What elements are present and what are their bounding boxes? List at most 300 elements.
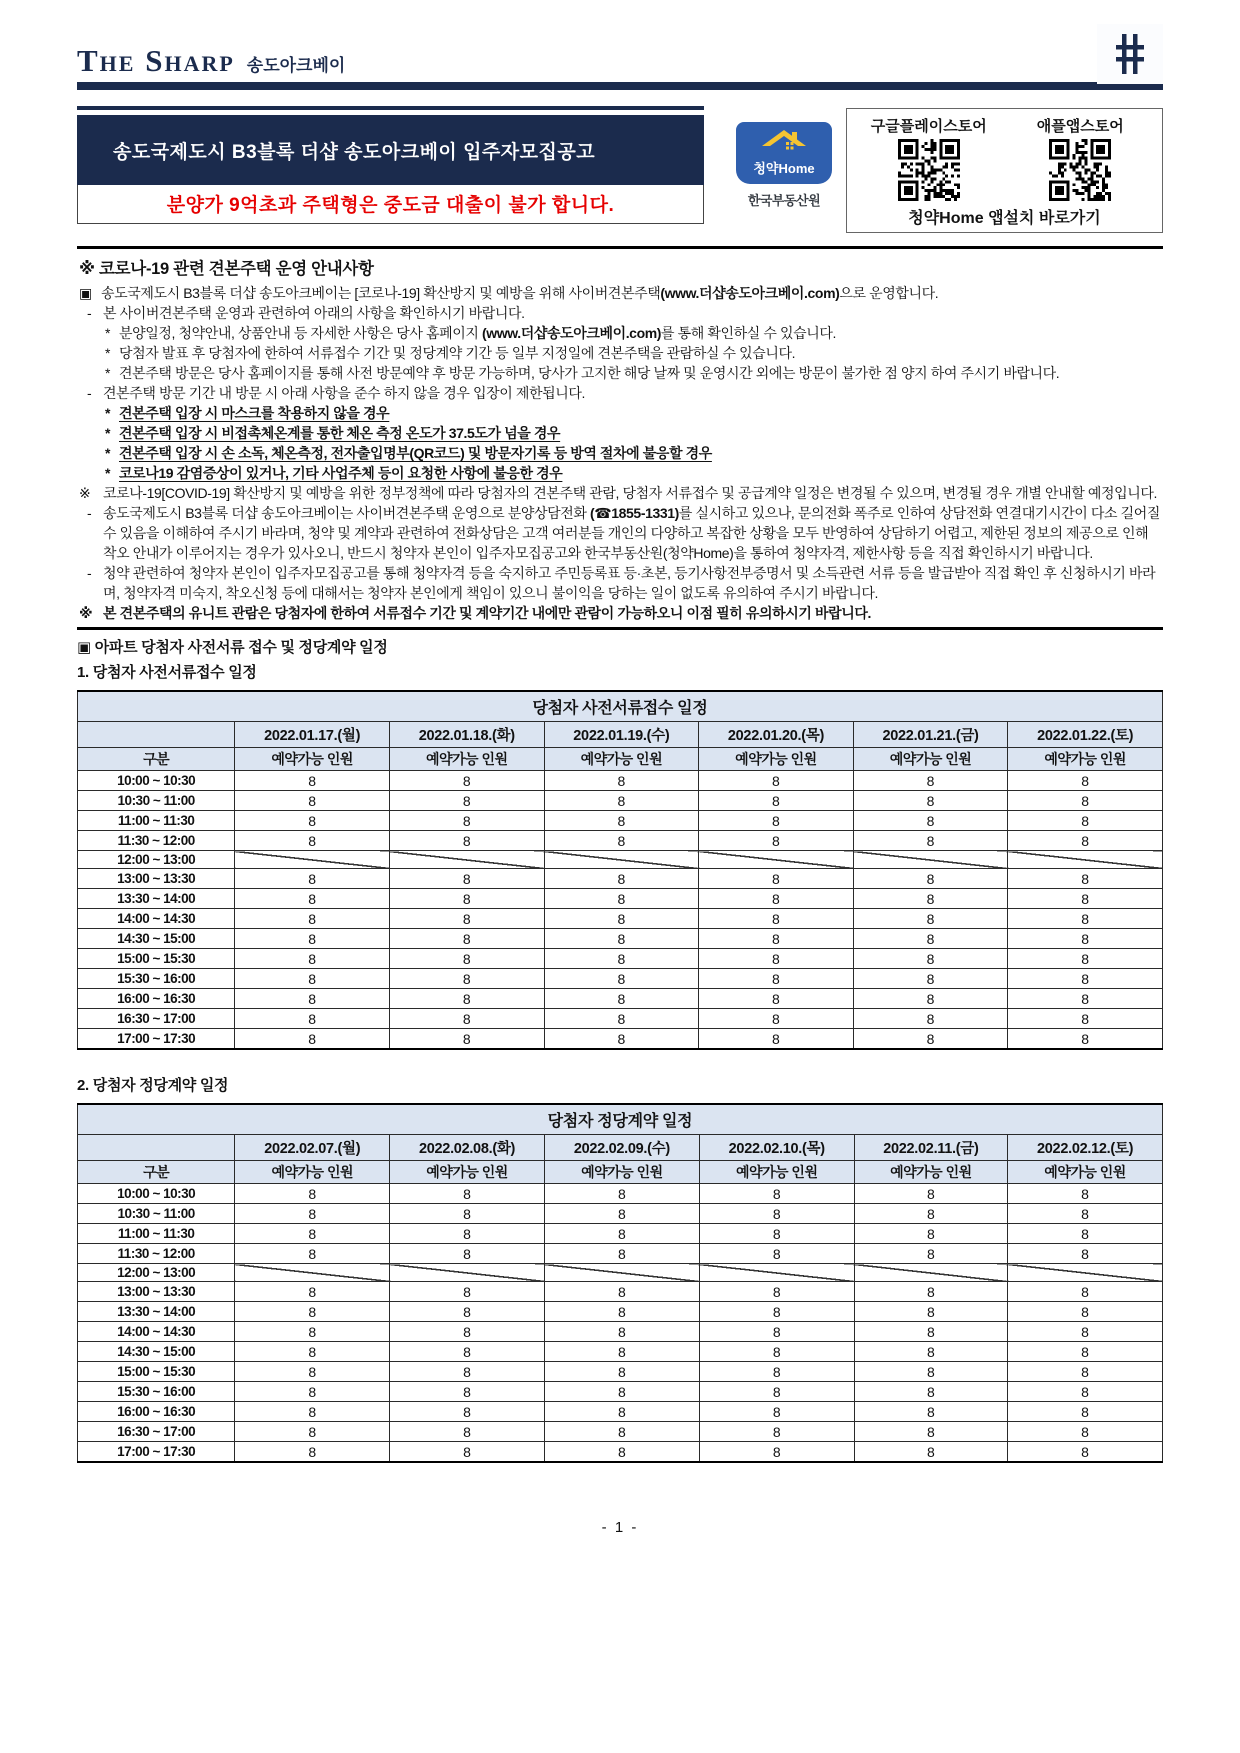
time-slot-label: 16:00 ~ 16:30 [78, 989, 235, 1009]
time-slot-row [78, 1442, 1163, 1463]
capacity-value: 8 [854, 1402, 1008, 1422]
time-slot-label: 12:00 ~ 13:00 [78, 851, 235, 869]
capacity-value: 8 [1008, 869, 1163, 889]
notice-line: ※ 본 견본주택의 유니트 관람은 당첨자에 한하여 서류접수 기간 및 계약기간 내에만 관람이 가능하오니 이점 필히 유의하시기 바랍니다. [79, 605, 872, 621]
capacity-value: 8 [544, 811, 699, 831]
capacity-value: 8 [1008, 1184, 1163, 1204]
time-slot-row [78, 1362, 1163, 1382]
time-slot-label: 11:00 ~ 11:30 [78, 1224, 235, 1244]
blocked-cell [699, 851, 854, 869]
date-header: 2022.02.07.(월) [235, 1135, 390, 1161]
app-qr-section [846, 108, 1163, 233]
time-slot-row [78, 1322, 1163, 1342]
capacity-value: 8 [235, 1322, 390, 1342]
capacity-value: 8 [699, 791, 854, 811]
time-slot-label: 10:00 ~ 10:30 [78, 1184, 235, 1204]
notice-line: * 견본주택 입장 시 비접촉체온계를 통한 체온 측정 온도가 37.5도가 넘을 경우 [105, 425, 561, 441]
line-marker: * [105, 325, 111, 341]
capacity-value: 8 [699, 1362, 854, 1382]
banner-left [77, 106, 704, 233]
time-slot-label: 10:30 ~ 11:00 [78, 1204, 235, 1224]
capacity-value: 8 [853, 989, 1008, 1009]
page-number: - 1 - [601, 1519, 639, 1536]
capacity-value: 8 [235, 909, 390, 929]
table-title: 당첨자 사전서류접수 일정 [78, 691, 1163, 722]
capacity-value: 8 [854, 1382, 1008, 1402]
notice-line: * 분양일정, 청약안내, 상품안내 등 자세한 사항은 당사 홈페이지 (www.더샵송도아크베이.com)를 통해 확인하실 수 있습니다. [105, 325, 836, 341]
time-slot-row [78, 1342, 1163, 1362]
line-marker: - [87, 505, 92, 521]
capacity-value: 8 [235, 1184, 390, 1204]
capacity-value: 8 [853, 949, 1008, 969]
capacity-value: 8 [235, 1382, 390, 1402]
capacity-value: 8 [544, 791, 699, 811]
date-header: 2022.02.09.(수) [544, 1135, 699, 1161]
google-play-qr-code [853, 139, 1005, 201]
time-slot-label: 11:00 ~ 11:30 [78, 811, 235, 831]
subheader-cell: 예약가능 인원 [544, 1161, 699, 1184]
korea-real-estate-board-label: 한국부동산원 [747, 193, 821, 208]
date-header: 2022.01.17.(월) [235, 722, 390, 748]
covid-notice-heading: ※ 코로나-19 관련 견본주택 운영 안내사항 [79, 260, 374, 278]
capacity-value: 8 [1008, 909, 1163, 929]
capacity-value: 8 [699, 989, 854, 1009]
capacity-value: 8 [699, 1184, 854, 1204]
capacity-value: 8 [699, 1224, 854, 1244]
qr-caption: 청약Home 앱설치 바로가기 [908, 210, 1101, 227]
capacity-value: 8 [854, 1204, 1008, 1224]
capacity-value: 8 [699, 1204, 854, 1224]
line-marker: ※ [79, 485, 91, 501]
notice-line: * 견본주택 입장 시 마스크를 착용하지 않을 경우 [105, 405, 390, 421]
notice-line: ▣ 송도국제도시 B3블록 더샵 송도아크베이는 [코로나-19] 확산방지 및 예방을 위해 사이버견본주택(www.더샵송도아크베이.com)으로 운영합니다. [79, 285, 939, 301]
blocked-cell [1008, 851, 1163, 869]
capacity-value: 8 [1008, 949, 1163, 969]
date-header: 2022.02.08.(화) [390, 1135, 545, 1161]
line-marker: * [105, 425, 111, 441]
capacity-value: 8 [235, 889, 390, 909]
capacity-value: 8 [544, 1224, 699, 1244]
capacity-value: 8 [235, 1302, 390, 1322]
capacity-value: 8 [389, 811, 544, 831]
capacity-value: 8 [390, 1282, 545, 1302]
date-header: 2022.01.20.(목) [699, 722, 854, 748]
section-divider [77, 627, 1163, 630]
line-marker: * [105, 465, 111, 481]
time-slot-label: 15:00 ~ 15:30 [78, 949, 235, 969]
capacity-value: 8 [389, 1009, 544, 1029]
capacity-value: 8 [390, 1224, 545, 1244]
subheader-cell: 예약가능 인원 [235, 748, 390, 771]
time-slot-row [78, 1382, 1163, 1402]
capacity-value: 8 [390, 1362, 545, 1382]
capacity-value: 8 [389, 929, 544, 949]
capacity-value: 8 [699, 831, 854, 851]
capacity-value: 8 [699, 811, 854, 831]
subheader-cell: 예약가능 인원 [1008, 1161, 1163, 1184]
capacity-value: 8 [1008, 1244, 1163, 1264]
apple-store-label: 애플앱스토어 [1036, 118, 1124, 135]
time-slot-row [78, 1184, 1163, 1204]
capacity-value: 8 [1008, 1282, 1163, 1302]
capacity-value: 8 [389, 771, 544, 791]
capacity-value: 8 [699, 1342, 854, 1362]
time-slot-label: 14:30 ~ 15:00 [78, 1342, 235, 1362]
capacity-value: 8 [390, 1302, 545, 1322]
capacity-value: 8 [1008, 989, 1163, 1009]
subheader-cell: 예약가능 인원 [1008, 748, 1163, 771]
capacity-value: 8 [235, 1029, 390, 1050]
capacity-value: 8 [235, 1342, 390, 1362]
capacity-value: 8 [699, 1302, 854, 1322]
notice-line: * 견본주택 입장 시 손 소독, 체온측정, 전자출입명부(QR코드) 및 방문자기록 등 방역 절차에 불응할 경우 [105, 445, 712, 461]
capacity-value: 8 [235, 771, 390, 791]
capacity-value: 8 [390, 1342, 545, 1362]
time-slot-row [78, 1224, 1163, 1244]
capacity-value: 8 [699, 1322, 854, 1342]
capacity-value: 8 [390, 1422, 545, 1442]
capacity-value: 8 [544, 969, 699, 989]
subheader-cell: 예약가능 인원 [389, 748, 544, 771]
capacity-value: 8 [854, 1224, 1008, 1244]
time-slot-row [78, 909, 1163, 929]
capacity-value: 8 [699, 1282, 854, 1302]
blocked-cell [544, 851, 699, 869]
cheongyak-home-logo [736, 122, 832, 233]
capacity-value: 8 [544, 1184, 699, 1204]
capacity-value: 8 [853, 811, 1008, 831]
date-header: 2022.01.19.(수) [544, 722, 699, 748]
capacity-value: 8 [235, 1009, 390, 1029]
line-marker: - [87, 565, 92, 581]
capacity-value: 8 [544, 869, 699, 889]
capacity-value: 8 [235, 791, 390, 811]
brand-logo [77, 45, 345, 76]
capacity-value: 8 [544, 1009, 699, 1029]
capacity-value: 8 [544, 1402, 699, 1422]
capacity-value: 8 [1008, 1009, 1163, 1029]
time-slot-row [78, 851, 1163, 869]
capacity-value: 8 [544, 1204, 699, 1224]
capacity-value: 8 [1008, 969, 1163, 989]
announcement-title: 송도국제도시 B3블록 더샵 송도아크베이 입주자모집공고 [77, 115, 704, 185]
capacity-value: 8 [854, 1322, 1008, 1342]
capacity-value: 8 [699, 1244, 854, 1264]
capacity-value: 8 [1008, 1382, 1163, 1402]
capacity-value: 8 [235, 1224, 390, 1244]
brand-header [77, 24, 1163, 76]
time-slot-row [78, 1402, 1163, 1422]
capacity-value: 8 [390, 1204, 545, 1224]
line-marker: ▣ [79, 285, 92, 301]
apple-store-qr-code [1005, 139, 1157, 201]
capacity-value: 8 [544, 1302, 699, 1322]
time-slot-label: 15:00 ~ 15:30 [78, 1362, 235, 1382]
capacity-value: 8 [1008, 1302, 1163, 1322]
capacity-value: 8 [699, 889, 854, 909]
capacity-value: 8 [699, 1009, 854, 1029]
capacity-value: 8 [235, 949, 390, 969]
banner-accent-line [77, 106, 704, 110]
capacity-value: 8 [544, 1322, 699, 1342]
time-slot-label: 11:30 ~ 12:00 [78, 831, 235, 851]
capacity-value: 8 [235, 1362, 390, 1382]
time-slot-label: 12:00 ~ 13:00 [78, 1264, 235, 1282]
time-slot-label: 11:30 ~ 12:00 [78, 1244, 235, 1264]
capacity-value: 8 [853, 929, 1008, 949]
col-header: 구분 [78, 1161, 235, 1184]
capacity-value: 8 [544, 1342, 699, 1362]
time-slot-label: 17:00 ~ 17:30 [78, 1442, 235, 1463]
capacity-value: 8 [699, 1422, 854, 1442]
line-marker: * [105, 345, 111, 361]
capacity-value: 8 [235, 989, 390, 1009]
time-slot-label: 15:30 ~ 16:00 [78, 1382, 235, 1402]
line-marker: ※ [79, 605, 93, 621]
capacity-value: 8 [853, 1009, 1008, 1029]
date-header: 2022.01.22.(토) [1008, 722, 1163, 748]
capacity-value: 8 [699, 929, 854, 949]
capacity-value: 8 [389, 909, 544, 929]
time-slot-row [78, 1302, 1163, 1322]
capacity-value: 8 [390, 1402, 545, 1422]
time-slot-row [78, 989, 1163, 1009]
date-header: 2022.01.21.(금) [853, 722, 1008, 748]
capacity-value: 8 [544, 1029, 699, 1050]
covid-notice-section [77, 246, 1163, 630]
schedule-section-heading: ▣ 아파트 당첨자 사전서류 접수 및 정당계약 일정 [77, 639, 388, 656]
notice-line: - 송도국제도시 B3블록 더샵 송도아크베이는 사이버견본주택 운영으로 분양상담전화 (☎1855-1331)를 실시하고 있으나, 문의전화 폭주로 인하여 상담전화 연결대기시간이 다소 길어질 수 있음을 이해하여 주시기 바라며, 청약 및 계약과 관련하여 전화상담은 고객 여러분들 개인의 다양하고 복잡한 상황을 모두 반영하여 상담하기 어렵고, 제한된 정보의 제공으로 인해 착오 안내가 이루어지는 경우가 있사오니, 반드시 청약자 본인이 입주자모집공고와 한국부동산원(청약Home)을 통하여 청약자격, 제한사항 등을 직접 확인하시기 바랍니다. [87, 505, 1161, 561]
capacity-value: 8 [853, 869, 1008, 889]
capacity-value: 8 [389, 989, 544, 1009]
table2-label: 2. 당첨자 정당계약 일정 [77, 1077, 229, 1094]
capacity-value: 8 [544, 929, 699, 949]
announcement-banner [77, 106, 1163, 233]
capacity-value: 8 [390, 1442, 545, 1463]
capacity-value: 8 [389, 869, 544, 889]
capacity-value: 8 [699, 1382, 854, 1402]
capacity-value: 8 [235, 1244, 390, 1264]
capacity-value: 8 [853, 1029, 1008, 1050]
notice-line: * 견본주택 방문은 당사 홈페이지를 통해 사전 방문예약 후 방문 가능하며, 당사가 고지한 해당 날짜 및 운영시간 외에는 방문이 불가한 점 양지 하여 주시기 바랍니다. [105, 365, 1060, 381]
subheader-cell: 예약가능 인원 [853, 748, 1008, 771]
blocked-cell [854, 1264, 1008, 1282]
capacity-value: 8 [389, 949, 544, 969]
time-slot-row [78, 831, 1163, 851]
blocked-cell [1008, 1264, 1163, 1282]
subheader-cell: 예약가능 인원 [699, 748, 854, 771]
time-slot-row [78, 889, 1163, 909]
col-header: 구분 [78, 748, 235, 771]
subheader-cell: 예약가능 인원 [390, 1161, 545, 1184]
capacity-value: 8 [853, 771, 1008, 791]
blocked-cell [389, 851, 544, 869]
contract-schedule-table [77, 1103, 1163, 1463]
capacity-value: 8 [235, 811, 390, 831]
time-slot-row [78, 1244, 1163, 1264]
notice-line: - 청약 관련하여 청약자 본인이 입주자모집공고를 통해 청약자격 등을 숙지하고 주민등록표 등·초본, 등기사항전부증명서 및 소득관련 서류 등을 발급받아 직접 확인 후 신청하시기 바라며, 청약자격 미숙지, 착오신청 등에 대해서는 청약자 본인에게 책임이 있으니 불이익을 당하는 일이 없도록 유의하여 주시기 바랍니다. [87, 565, 1156, 601]
subheader-cell: 예약가능 인원 [235, 1161, 390, 1184]
blocked-cell [853, 851, 1008, 869]
subheader-cell: 예약가능 인원 [544, 748, 699, 771]
capacity-value: 8 [1008, 811, 1163, 831]
corner-cell [78, 722, 235, 748]
capacity-value: 8 [390, 1382, 545, 1402]
time-slot-label: 14:30 ~ 15:00 [78, 929, 235, 949]
time-slot-row [78, 1204, 1163, 1224]
capacity-value: 8 [389, 1029, 544, 1050]
time-slot-label: 16:00 ~ 16:30 [78, 1402, 235, 1422]
time-slot-label: 13:30 ~ 14:00 [78, 889, 235, 909]
capacity-value: 8 [544, 1382, 699, 1402]
time-slot-label: 13:30 ~ 14:00 [78, 1302, 235, 1322]
capacity-value: 8 [544, 1362, 699, 1382]
subheader-cell: 예약가능 인원 [854, 1161, 1008, 1184]
capacity-value: 8 [699, 949, 854, 969]
notice-line: - 본 사이버견본주택 운영과 관련하여 아래의 사항을 확인하시기 바랍니다. [87, 305, 525, 321]
capacity-value: 8 [854, 1184, 1008, 1204]
notice-line: - 견본주택 방문 기간 내 방문 시 아래 사항을 준수 하지 않을 경우 입장이 제한됩니다. [87, 385, 585, 401]
notice-line: * 당첨자 발표 후 당첨자에 한하여 서류접수 기간 및 정당계약 기간 등 일부 지정일에 견본주택을 관람하실 수 있습니다. [105, 345, 796, 361]
capacity-value: 8 [699, 1029, 854, 1050]
header-divider [77, 82, 1163, 90]
capacity-value: 8 [1008, 1224, 1163, 1244]
date-header: 2022.02.11.(금) [854, 1135, 1008, 1161]
capacity-value: 8 [853, 831, 1008, 851]
capacity-value: 8 [235, 1204, 390, 1224]
capacity-value: 8 [854, 1302, 1008, 1322]
capacity-value: 8 [544, 771, 699, 791]
capacity-value: 8 [1008, 1442, 1163, 1463]
capacity-value: 8 [1008, 1342, 1163, 1362]
capacity-value: 8 [699, 909, 854, 929]
capacity-value: 8 [854, 1244, 1008, 1264]
capacity-value: 8 [699, 869, 854, 889]
capacity-value: 8 [235, 1422, 390, 1442]
date-header: 2022.02.12.(토) [1008, 1135, 1163, 1161]
capacity-value: 8 [854, 1342, 1008, 1362]
time-slot-label: 10:00 ~ 10:30 [78, 771, 235, 791]
time-slot-row [78, 1422, 1163, 1442]
time-slot-row [78, 969, 1163, 989]
capacity-value: 8 [854, 1442, 1008, 1463]
capacity-value: 8 [235, 929, 390, 949]
capacity-value: 8 [389, 791, 544, 811]
capacity-value: 8 [853, 889, 1008, 909]
date-header: 2022.01.18.(화) [389, 722, 544, 748]
time-slot-row [78, 811, 1163, 831]
house-roof-icon [762, 130, 806, 156]
capacity-value: 8 [699, 1402, 854, 1422]
capacity-value: 8 [544, 831, 699, 851]
time-slot-row [78, 791, 1163, 811]
capacity-value: 8 [544, 1282, 699, 1302]
cheongyak-home-label: 청약Home [753, 160, 815, 176]
time-slot-label: 17:00 ~ 17:30 [78, 1029, 235, 1050]
capacity-value: 8 [853, 791, 1008, 811]
capacity-value: 8 [390, 1184, 545, 1204]
corner-cell [78, 1135, 235, 1161]
capacity-value: 8 [1008, 1422, 1163, 1442]
capacity-value: 8 [544, 1422, 699, 1442]
capacity-value: 8 [853, 969, 1008, 989]
capacity-value: 8 [390, 1322, 545, 1342]
capacity-value: 8 [854, 1362, 1008, 1382]
capacity-value: 8 [1008, 1362, 1163, 1382]
capacity-value: 8 [853, 909, 1008, 929]
sharp-hash-logo-icon [1097, 24, 1163, 84]
capacity-value: 8 [1008, 771, 1163, 791]
notice-line: * 코로나19 감염증상이 있거나, 기타 사업주체 등이 요청한 사항에 불응한 경우 [105, 465, 563, 481]
time-slot-row [78, 771, 1163, 791]
blocked-cell [544, 1264, 699, 1282]
capacity-value: 8 [1008, 889, 1163, 909]
time-slot-label: 16:30 ~ 17:00 [78, 1009, 235, 1029]
capacity-value: 8 [544, 989, 699, 1009]
time-slot-row [78, 869, 1163, 889]
time-slot-row [78, 929, 1163, 949]
google-play-label: 구글플레이스토어 [870, 118, 987, 135]
time-slot-label: 16:30 ~ 17:00 [78, 1422, 235, 1442]
capacity-value: 8 [235, 1282, 390, 1302]
time-slot-label: 14:00 ~ 14:30 [78, 1322, 235, 1342]
capacity-value: 8 [389, 969, 544, 989]
time-slot-label: 13:00 ~ 13:30 [78, 1282, 235, 1302]
capacity-value: 8 [389, 831, 544, 851]
capacity-value: 8 [1008, 929, 1163, 949]
capacity-value: 8 [235, 1442, 390, 1463]
blocked-cell [235, 851, 390, 869]
capacity-value: 8 [1008, 1204, 1163, 1224]
cheongyak-home-icon [736, 122, 832, 184]
line-marker: - [87, 385, 92, 401]
pre-document-schedule-table [77, 690, 1163, 1050]
blocked-cell [235, 1264, 390, 1282]
table1-label: 1. 당첨자 사전서류접수 일정 [77, 664, 257, 681]
capacity-value: 8 [544, 1442, 699, 1463]
blocked-cell [699, 1264, 854, 1282]
capacity-value: 8 [854, 1282, 1008, 1302]
capacity-value: 8 [1008, 831, 1163, 851]
capacity-value: 8 [854, 1422, 1008, 1442]
capacity-value: 8 [544, 889, 699, 909]
capacity-value: 8 [235, 1402, 390, 1422]
capacity-value: 8 [1008, 1029, 1163, 1050]
capacity-value: 8 [544, 1244, 699, 1264]
date-header: 2022.02.10.(목) [699, 1135, 854, 1161]
time-slot-row [78, 1264, 1163, 1282]
capacity-value: 8 [1008, 1322, 1163, 1342]
table-title: 당첨자 정당계약 일정 [78, 1104, 1163, 1135]
line-marker: - [87, 305, 92, 321]
capacity-value: 8 [235, 869, 390, 889]
capacity-value: 8 [389, 889, 544, 909]
time-slot-label: 10:30 ~ 11:00 [78, 791, 235, 811]
line-marker: * [105, 365, 111, 381]
capacity-value: 8 [699, 771, 854, 791]
the-sharp-wordmark: The Sharp [77, 43, 235, 78]
notice-line: ※ 코로나-19[COVID-19] 확산방지 및 예방을 위한 정부정책에 따라 당첨자의 견본주택 관람, 당첨자 서류접수 및 공급계약 일정은 변경될 수 있으며, 변경될 경우 개별 안내할 예정입니다. [79, 485, 1157, 501]
capacity-value: 8 [1008, 791, 1163, 811]
blocked-cell [390, 1264, 545, 1282]
capacity-value: 8 [1008, 1402, 1163, 1422]
loan-warning-text: 분양가 9억초과 주택형은 중도금 대출이 불가 합니다. [77, 185, 704, 224]
time-slot-row [78, 1009, 1163, 1029]
subheader-cell: 예약가능 인원 [699, 1161, 854, 1184]
capacity-value: 8 [699, 1442, 854, 1463]
time-slot-label: 13:00 ~ 13:30 [78, 869, 235, 889]
line-marker: * [105, 405, 111, 421]
